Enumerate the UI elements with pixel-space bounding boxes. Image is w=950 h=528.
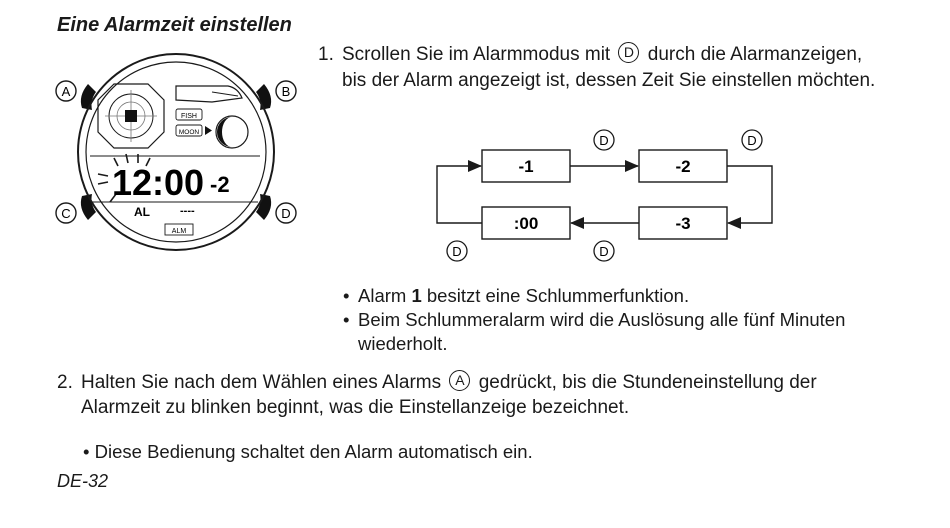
page-number: DE-32 <box>57 471 109 491</box>
step-1-notes <box>343 284 903 356</box>
watch-al-label: AL <box>134 205 150 219</box>
note-snooze-repeat: • Beim Schlummeralarm wird die Auslösung alle fünf Minuten wiederholt. <box>343 309 846 354</box>
button-c-label: C <box>61 206 71 221</box>
step-1-text-after: durch die Alarmanzeigen, bis der Alarm angezeigt ist, dessen Zeit Sie einstellen möchten. <box>342 44 876 91</box>
svg-text:D: D <box>599 244 609 259</box>
watch-alarm-number: -2 <box>210 172 230 197</box>
step-1-text-before: Scrollen Sie im Alarmmodus mit <box>342 44 611 65</box>
bullet-dot: • <box>83 441 90 462</box>
arrow-4-to-1 <box>437 166 482 223</box>
svg-text:D: D <box>747 133 757 148</box>
flow-d-label-3 <box>594 241 614 261</box>
watch-dashes: ---- <box>180 205 195 217</box>
arrow-2-to-3 <box>727 166 772 223</box>
button-a-callout <box>56 81 76 101</box>
button-a-symbol: A <box>449 370 470 391</box>
note-alarm-on: • Diese Bedienung schaltet den Alarm automatisch ein. <box>83 441 533 462</box>
button-d-symbol: D <box>618 42 639 63</box>
step-2-text-after: gedrückt, bis die Stundeneinstellung der Alarmzeit zu blinken beginnt, was die Einstellanzeige bezeichnet. <box>81 372 817 418</box>
flow-box-1-label: -1 <box>518 157 534 176</box>
note-snooze-alarm: • Alarm 1 besitzt eine Schlummerfunktion. <box>343 285 690 306</box>
alarm-flow-diagram <box>425 126 785 266</box>
flow-d-label-1 <box>594 130 614 150</box>
step-1 <box>318 42 878 94</box>
svg-text:D: D <box>452 244 462 259</box>
section-title: Eine Alarmzeit einstellen <box>57 14 292 36</box>
button-b-callout <box>276 81 296 101</box>
flow-d-label-4 <box>447 241 467 261</box>
watch-time: 12:00 <box>112 162 205 203</box>
watch-illustration <box>52 46 302 256</box>
flow-box-3-label: -3 <box>675 214 691 233</box>
button-d-callout <box>276 203 296 223</box>
button-b-label: B <box>281 84 291 99</box>
fish-label: FISH <box>181 113 197 120</box>
button-c-callout <box>56 203 76 223</box>
step-2 <box>57 370 887 420</box>
bullet-dot: • <box>343 285 350 306</box>
alm-indicator: ALM <box>171 228 187 235</box>
svg-text:D: D <box>599 133 609 148</box>
step-1-number: 1. <box>318 44 334 65</box>
watch-bezel-outer <box>78 54 274 250</box>
flow-d-label-2 <box>742 130 762 150</box>
flow-box-4-label: :00 <box>513 214 539 233</box>
step-2-text-before: Halten Sie nach dem Wählen eines Alarms <box>81 372 442 393</box>
bullet-dot: • <box>343 309 350 330</box>
button-a-label: A <box>61 84 71 99</box>
moon-label: MOON <box>178 129 200 136</box>
step-2-number: 2. <box>57 372 73 393</box>
button-d-label: D <box>281 206 291 221</box>
flow-box-2-label: -2 <box>675 157 691 176</box>
